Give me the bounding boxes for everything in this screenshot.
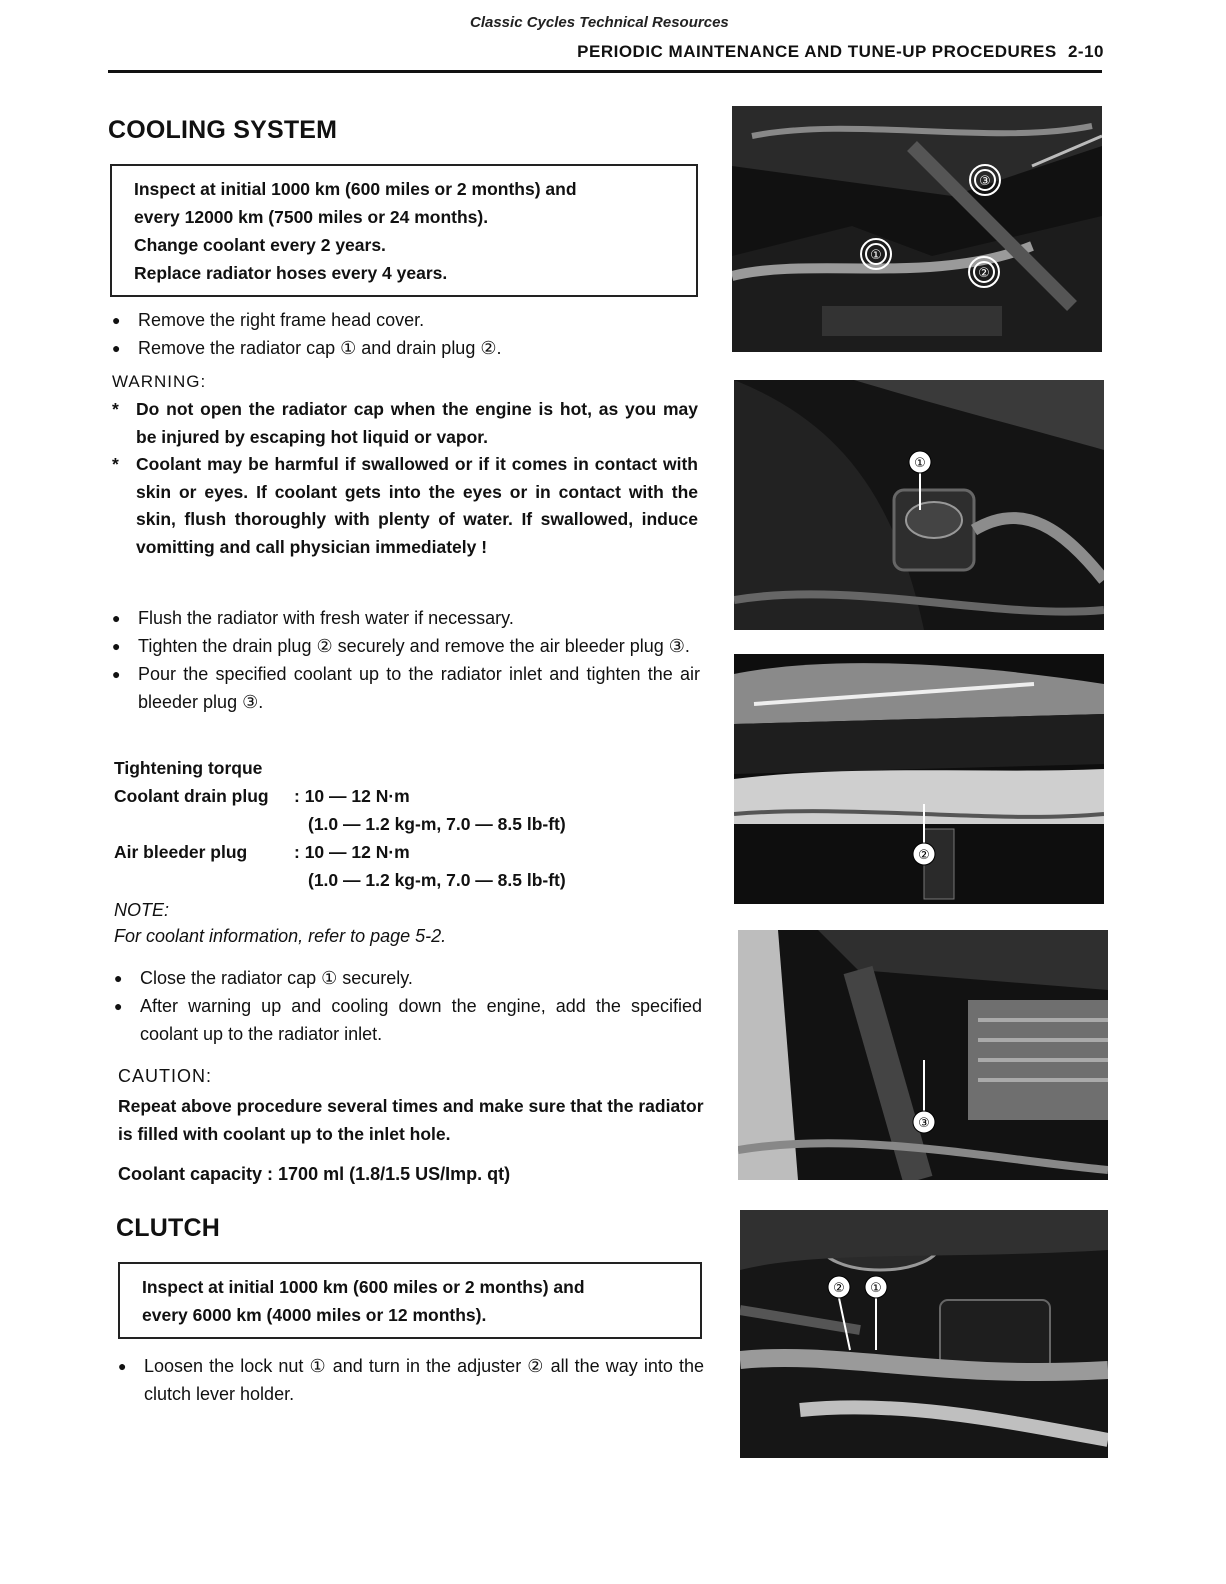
running-title <box>577 42 1104 62</box>
list-item: ● Remove the radiator cap ① and drain plug ②. <box>110 334 700 362</box>
photo-label: ② <box>833 1281 845 1296</box>
torque-label: Air bleeder plug <box>114 842 248 862</box>
cooling-inspect-box <box>110 164 698 297</box>
photo-drain-plug <box>734 654 1104 904</box>
photo-label: ② <box>978 266 990 281</box>
inspect-line: Replace radiator hoses every 4 years. <box>134 263 448 283</box>
warning-item: * Do not open the radiator cap when the engine is hot, as you may be injured by escaping hot liquid or vapor. <box>110 396 698 451</box>
list-item: ● Loosen the lock nut ① and turn in the adjuster ② all the way into the clutch lever holder. <box>116 1352 704 1408</box>
warning-list <box>110 396 698 561</box>
photo-label: ① <box>870 248 882 263</box>
photo-label: ③ <box>979 174 991 189</box>
photo-label: ① <box>870 1281 882 1296</box>
tightening-torque <box>114 754 674 894</box>
warning-item: * Coolant may be harmful if swallowed or if it comes in contact with skin or eyes. If coolant gets into the eyes or in contact with the skin, flush thoroughly with plenty of water. If swallowed, induce vomitting and call physician immediately ! <box>110 451 698 561</box>
torque-sub: (1.0 — 1.2 kg-m, 7.0 — 8.5 lb-ft) <box>308 870 566 890</box>
cooling-steps-1 <box>110 306 700 362</box>
photo-radiator-cap <box>734 380 1104 630</box>
inspect-line: Inspect at initial 1000 km (600 miles or 2 months) and <box>134 179 577 199</box>
list-item: ● Close the radiator cap ① securely. <box>112 964 702 992</box>
photo-clutch-lever <box>740 1210 1108 1458</box>
warning-title: WARNING: <box>112 372 207 391</box>
list-item: ● Remove the right frame head cover. <box>110 306 700 334</box>
list-item: ● Flush the radiator with fresh water if necessary. <box>110 604 700 632</box>
photo-bleeder-plug <box>738 930 1108 1180</box>
torque-title: Tightening torque <box>114 758 263 778</box>
torque-value: : 10 — 12 N·m <box>294 786 410 806</box>
torque-sub: (1.0 — 1.2 kg-m, 7.0 — 8.5 lb-ft) <box>308 814 566 834</box>
source-credit: Classic Cycles Technical Resources <box>470 14 729 31</box>
clutch-inspect-box <box>118 1262 702 1339</box>
note-body: For coolant information, refer to page 5-2. <box>114 926 447 946</box>
torque-label: Coolant drain plug <box>114 786 269 806</box>
list-item: ● Pour the specified coolant up to the radiator inlet and tighten the air bleeder plug ③. <box>110 660 700 716</box>
header-rule <box>108 70 1102 73</box>
photo-label: ③ <box>918 1116 930 1131</box>
list-item: ● After warning up and cooling down the engine, add the specified coolant up to the radiator inlet. <box>112 992 702 1048</box>
inspect-line: every 12000 km (7500 miles or 24 months). <box>134 207 489 227</box>
cooling-steps-2 <box>110 604 700 716</box>
cooling-title: COOLING SYSTEM <box>108 116 338 144</box>
page-number: 2-10 <box>1067 42 1104 61</box>
caution-body: Repeat above procedure several times and make sure that the radiator is filled with coolant up to the inlet hole. <box>118 1096 704 1144</box>
list-item: ● Tighten the drain plug ② securely and remove the air bleeder plug ③. <box>110 632 700 660</box>
coolant-capacity: Coolant capacity : 1700 ml (1.8/1.5 US/Imp. qt) <box>118 1164 511 1184</box>
photo-label: ① <box>914 456 926 471</box>
photo-label: ② <box>918 848 930 863</box>
inspect-line: Change coolant every 2 years. <box>134 235 386 255</box>
cooling-steps-3 <box>112 964 702 1048</box>
clutch-title: CLUTCH <box>116 1214 220 1242</box>
caution-title: CAUTION: <box>118 1066 213 1086</box>
clutch-steps <box>116 1352 704 1408</box>
photo-radiator-head <box>732 106 1102 352</box>
running-title-text: PERIODIC MAINTENANCE AND TUNE-UP PROCEDURES <box>577 42 1057 61</box>
note-title: NOTE: <box>114 900 170 920</box>
inspect-line: every 6000 km (4000 miles or 12 months). <box>142 1305 487 1325</box>
torque-value: : 10 — 12 N·m <box>294 842 410 862</box>
inspect-line: Inspect at initial 1000 km (600 miles or 2 months) and <box>142 1277 585 1297</box>
